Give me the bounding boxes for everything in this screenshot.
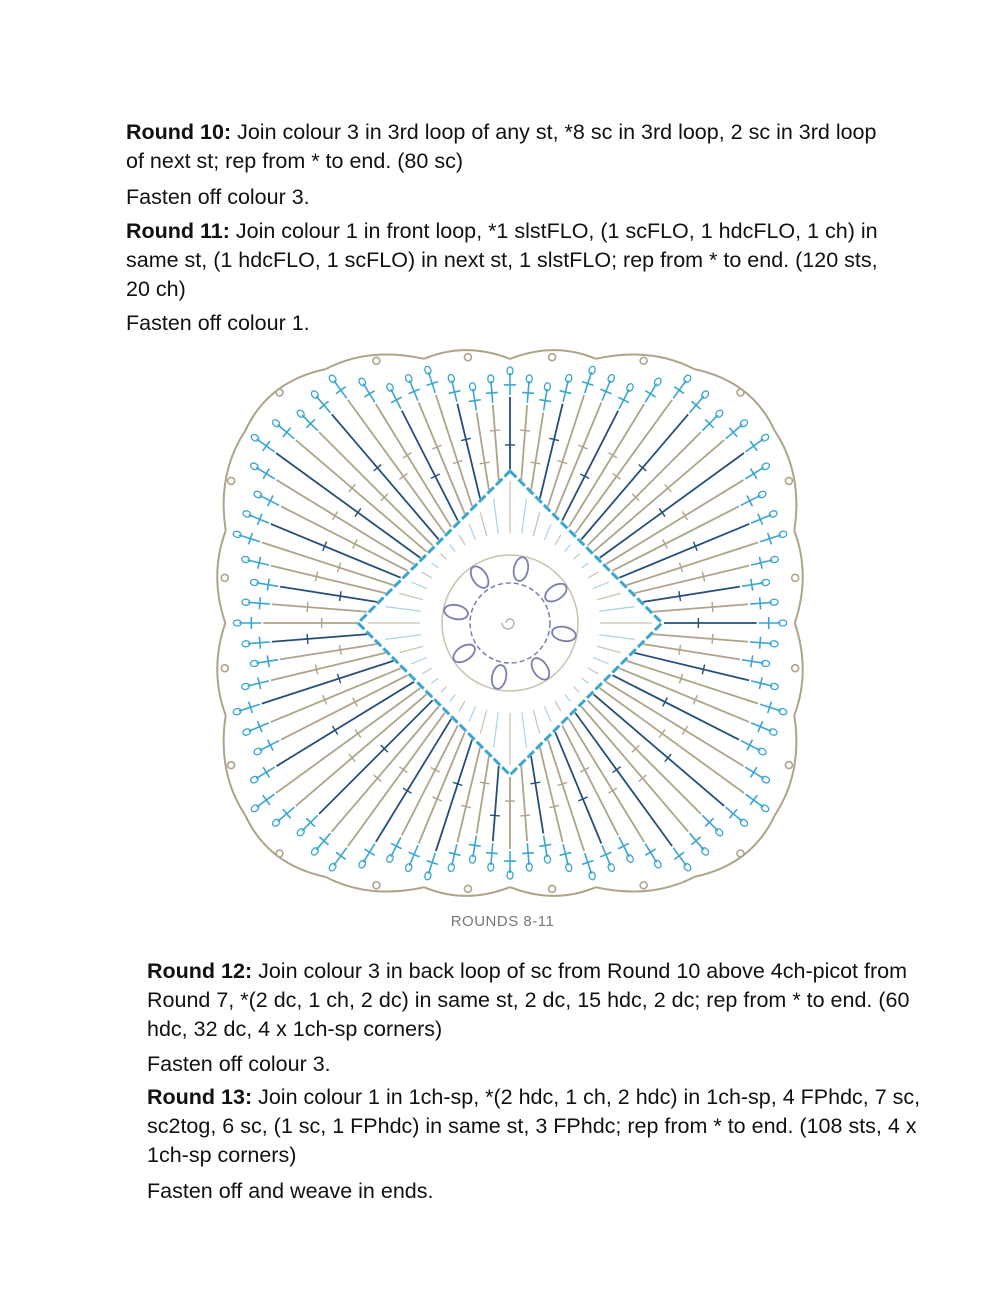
scallop-arc — [326, 877, 425, 892]
center-ring-inner — [470, 583, 550, 663]
fasten-off-colour-3-line: Fasten off colour 3. — [126, 185, 310, 209]
blue-stitch-cross — [674, 387, 684, 394]
stitch-tick — [399, 473, 407, 479]
stitch-tick — [608, 453, 617, 458]
blue-stitch-cross — [267, 655, 269, 667]
blue-stitch — [473, 835, 476, 857]
stitch-tick — [613, 767, 621, 773]
stitch-ray — [271, 653, 386, 681]
stitch-tick — [490, 815, 500, 816]
round-11-text: Join colour 1 in front loop, *1 slstFLO, (1 scFLO, 1 hdcFLO, 1 ch) in same st, (1 hdcFLO, 1 scFLO) in next st, 1 slstFLO; rep from * to end. (120 sts, 20 ch) — [126, 219, 878, 301]
inner-light-ray — [593, 582, 609, 588]
blue-stitch-cross — [486, 853, 498, 854]
blue-loop — [424, 871, 432, 880]
blue-stitch — [302, 415, 318, 431]
blue-loop — [588, 871, 596, 880]
blue-stitch — [746, 439, 764, 452]
blue-loop — [757, 490, 767, 499]
stitch-tick — [307, 602, 308, 612]
stitch-ray — [521, 405, 527, 480]
center-petal — [551, 625, 577, 643]
stitch-ray — [332, 414, 439, 539]
scallop-arc — [596, 354, 695, 369]
stitch-ray — [376, 719, 451, 842]
blue-stitch-cross — [750, 441, 757, 451]
blue-loop — [404, 863, 413, 873]
fasten-off-colour-3-second-line: Fasten off colour 3. — [147, 1052, 331, 1076]
inner-light-ray — [480, 512, 486, 536]
blue-stitch-cross — [747, 740, 752, 751]
stitch-ray — [319, 432, 432, 545]
round-12-text: Join colour 3 in back loop of sc from Round 10 above 4ch-picot from Round 7, *(2 dc, 1 ch, 2 dc) in same st, 2 dc, 15 hdc, 2 dc; rep from * to end. (60 hdc, 32 dc, 4 x 1ch-sp corners) — [147, 959, 910, 1041]
blue-stitch-cross — [364, 391, 374, 397]
stitch-tick — [399, 767, 407, 773]
blue-stitch — [702, 815, 718, 831]
inner-light-ray — [555, 701, 561, 711]
inner-rounds-center — [442, 555, 578, 691]
blue-loop — [778, 708, 787, 716]
blue-stitch-cross — [760, 597, 761, 609]
stitch-tick — [403, 453, 412, 458]
stitch-ray — [643, 587, 740, 602]
picot-loop — [373, 357, 380, 364]
stitch-tick — [682, 726, 687, 735]
inner-light-ray — [469, 706, 475, 722]
inner-light-ray — [411, 582, 427, 588]
blue-stitch — [316, 396, 330, 413]
blue-stitch — [527, 381, 529, 403]
center-ring-outer — [442, 555, 578, 691]
blue-stitch — [690, 396, 704, 413]
stitch-ray — [319, 700, 432, 813]
blue-loop — [607, 863, 616, 873]
scallop-arc — [326, 354, 425, 369]
picot-loop — [549, 885, 556, 892]
inner-light-ray — [385, 607, 420, 612]
stitch-tick — [530, 782, 540, 784]
blue-loop — [253, 490, 263, 499]
blue-stitch — [702, 415, 718, 431]
blue-stitch — [278, 425, 295, 439]
stitch-tick — [403, 788, 412, 793]
blue-stitch-cross — [486, 392, 498, 393]
blue-stitch-cross — [259, 637, 260, 649]
blue-stitch-cross — [751, 767, 757, 777]
blue-stitch — [248, 642, 270, 644]
inner-light-ray — [581, 563, 588, 568]
picot-loop — [640, 882, 647, 889]
blue-stitch — [491, 381, 493, 403]
stitch-ray — [569, 404, 644, 527]
blue-stitch-cross — [751, 579, 753, 591]
stitch-ray — [493, 405, 499, 480]
inner-light-ray — [422, 668, 432, 674]
blue-stitch-cross — [259, 597, 260, 609]
stitch-ray — [272, 604, 367, 611]
blue-stitch-cross — [263, 795, 270, 805]
inner-light-ray — [399, 646, 423, 652]
stitch-tick — [355, 508, 361, 516]
stitch-ray — [653, 634, 748, 641]
blue-stitch-cross — [645, 391, 655, 397]
blue-loop — [761, 775, 771, 784]
blue-stitch-cross — [618, 843, 629, 848]
inner-light-ray — [565, 694, 570, 701]
stitch-ray — [594, 694, 725, 806]
blue-stitch — [248, 602, 270, 604]
stitch-tick — [682, 512, 687, 521]
blue-loop — [253, 747, 263, 756]
stitch-ray — [635, 653, 750, 681]
inner-light-ray — [588, 572, 598, 578]
blue-stitch — [491, 843, 493, 865]
stitch-tick — [340, 591, 342, 601]
blue-loop — [626, 383, 635, 393]
stitch-ray — [594, 440, 725, 552]
inner-light-ray — [450, 544, 455, 551]
diagram-caption: ROUNDS 8-11 — [450, 913, 555, 930]
inner-light-ray — [593, 657, 609, 663]
blue-stitch-cross — [469, 400, 481, 402]
blue-stitch-cross — [469, 844, 481, 846]
round-11-paragraph — [126, 217, 886, 304]
blue-loop — [249, 462, 259, 471]
stitch-ray — [281, 506, 408, 570]
picot-loop — [792, 574, 799, 581]
picot-loop — [737, 850, 744, 857]
stitch-tick — [679, 591, 681, 601]
inner-light-ray — [522, 712, 527, 747]
stitch-ray — [296, 694, 427, 806]
stitch-tick — [679, 645, 681, 655]
inner-light-ray — [441, 687, 447, 693]
blue-stitch-cross — [760, 637, 761, 649]
inner-light-ray — [522, 498, 527, 533]
blue-stitch-cross — [391, 397, 402, 402]
blue-loop — [588, 365, 596, 374]
blue-stitch — [645, 384, 656, 403]
round-10-text: Join colour 3 in 3rd loop of any st, *8 sc in 3rd loop, 2 sc in 3rd loop of next st; rep from * to end. (80 sc) — [126, 120, 877, 173]
picot-loop — [785, 762, 792, 769]
crochet-diagram — [215, 340, 805, 910]
inner-light-ray — [399, 593, 423, 599]
stitch-ray — [531, 412, 543, 489]
blue-stitch — [473, 389, 476, 411]
stitch-ray — [581, 707, 688, 832]
stitch-ray — [271, 566, 386, 594]
blue-stitch — [673, 380, 686, 398]
round-10-paragraph — [126, 118, 886, 176]
stitch-ray — [280, 644, 377, 659]
blue-stitch-cross — [263, 469, 269, 479]
blue-loop — [404, 374, 413, 384]
picot-loop — [549, 354, 556, 361]
blue-stitch-cross — [751, 469, 757, 479]
picot-loop — [228, 762, 235, 769]
blue-loop — [757, 747, 767, 756]
inner-light-ray — [422, 572, 432, 578]
inner-light-ray — [494, 712, 499, 747]
picot-loop — [464, 885, 471, 892]
blue-stitch-cross — [364, 849, 374, 855]
stitch-tick — [332, 726, 337, 735]
blue-stitch — [544, 835, 547, 857]
stitch-ray — [606, 480, 744, 564]
round-11-label: Round 11: — [126, 219, 230, 243]
inner-light-ray — [581, 678, 588, 683]
stitch-ray — [376, 404, 451, 527]
blue-stitch-cross — [751, 655, 753, 667]
inner-light-ray — [441, 554, 447, 560]
blue-stitch-cross — [539, 400, 551, 402]
inner-light-ray — [459, 701, 465, 711]
picot-loop — [464, 354, 471, 361]
stitch-tick — [712, 602, 713, 612]
stitch-ray — [612, 506, 739, 570]
stitch-ray — [635, 566, 750, 594]
blue-stitch-cross — [618, 397, 629, 402]
center-petal — [443, 603, 469, 621]
picot-loop — [221, 574, 228, 581]
blue-stitch-cross — [674, 852, 684, 859]
blue-stitch-cross — [522, 392, 534, 393]
blue-stitch — [257, 794, 275, 807]
blue-loop — [232, 708, 241, 716]
inner-light-ray — [588, 668, 598, 674]
blue-loop — [768, 728, 778, 737]
fasten-off-colour-1-line: Fasten off colour 1. — [126, 311, 310, 335]
picot-loop — [373, 882, 380, 889]
stitch-ray — [612, 675, 739, 739]
round-13-text: Join colour 1 in 1ch-sp, *(2 hdc, 1 ch, 2 hdc) in 1ch-sp, 4 FPhdc, 7 sc, sc2tog, 6 sc, (1 sc, 1 FPhdc) in same st, 3 FPhdc; rep from * to end. (108 sts, 4 x 1ch-sp corners) — [147, 1085, 921, 1167]
blue-stitch-cross — [747, 496, 752, 507]
blue-stitch — [316, 833, 330, 850]
picot-loop — [785, 477, 792, 484]
blue-loop — [653, 377, 662, 387]
blue-stitch — [302, 815, 318, 831]
blue-stitch — [363, 844, 374, 863]
stitch-ray — [277, 480, 415, 564]
inner-light-ray — [599, 635, 634, 640]
stitch-ray — [643, 644, 740, 659]
inner-light-ray — [544, 524, 550, 540]
stitch-rays — [232, 365, 787, 880]
inner-light-ray — [533, 512, 539, 536]
blue-loop — [607, 374, 616, 384]
blue-stitch — [544, 389, 547, 411]
inner-light-ray — [544, 706, 550, 722]
picot-loop — [276, 850, 283, 857]
blue-loop — [386, 383, 395, 393]
inner-light-ray — [469, 524, 475, 540]
blue-stitch — [750, 642, 772, 644]
fasten-off-final-line: Fasten off and weave in ends. — [147, 1179, 434, 1203]
picot-loop — [737, 389, 744, 396]
blue-stitch-cross — [336, 387, 346, 394]
round-12-paragraph — [147, 957, 927, 1044]
round-12-label: Round 12: — [147, 959, 253, 983]
stitch-tick — [490, 430, 500, 431]
blue-stitch — [726, 807, 743, 821]
stitch-tick — [659, 729, 665, 737]
picot-loop — [640, 357, 647, 364]
blue-stitch-cross — [263, 441, 270, 451]
blue-stitch — [334, 848, 347, 866]
blue-loop — [424, 365, 432, 374]
blue-stitch-cross — [268, 740, 273, 751]
inner-light-ray — [459, 535, 465, 545]
stitch-ray — [531, 756, 543, 833]
blue-stitch-cross — [263, 767, 269, 777]
round-13-paragraph — [147, 1083, 927, 1170]
inner-light-ray — [431, 563, 438, 568]
blue-loop — [242, 510, 252, 519]
blue-loop — [358, 859, 367, 869]
blue-stitch-cross — [539, 844, 551, 846]
stitch-tick — [520, 430, 530, 431]
stitch-ray — [277, 682, 415, 766]
inner-light-ray — [385, 635, 420, 640]
stitch-ray — [587, 700, 700, 813]
stitch-tick — [659, 508, 665, 516]
blue-stitch — [257, 439, 275, 452]
stitch-ray — [521, 766, 527, 841]
inner-light-ray — [574, 554, 580, 560]
stitch-tick — [608, 788, 617, 793]
stitch-tick — [480, 782, 490, 784]
center-petal — [490, 664, 508, 690]
blue-stitch — [256, 660, 278, 663]
stitch-ray — [477, 412, 489, 489]
inner-light-ray — [574, 687, 580, 693]
stitch-ray — [332, 707, 439, 832]
picot-loop — [221, 665, 228, 672]
blue-loop — [626, 854, 635, 864]
inner-light-ray — [533, 710, 539, 734]
stitch-ray — [653, 604, 748, 611]
stitch-tick — [712, 634, 713, 644]
round-13-label: Round 13: — [147, 1085, 253, 1109]
blue-stitch — [278, 807, 295, 821]
inner-light-ray — [480, 710, 486, 734]
blue-stitch — [256, 467, 275, 478]
stitch-ray — [569, 719, 644, 842]
stitch-ray — [477, 756, 489, 833]
blue-stitch-cross — [645, 849, 655, 855]
blue-stitch-cross — [267, 579, 269, 591]
stitch-ray — [272, 634, 367, 641]
blue-stitch-cross — [268, 496, 273, 507]
inner-light-ray — [431, 678, 438, 683]
stitch-tick — [520, 815, 530, 816]
stitch-ray — [296, 440, 427, 552]
inner-light-ray — [494, 498, 499, 533]
blue-loop — [653, 859, 662, 869]
blue-loop — [761, 462, 771, 471]
blue-stitch — [334, 380, 347, 398]
blue-loop — [386, 854, 395, 864]
blue-stitch — [690, 833, 704, 850]
stitch-tick — [307, 634, 308, 644]
blue-stitch — [363, 384, 374, 403]
picot-loop — [228, 477, 235, 484]
blue-stitch — [673, 848, 686, 866]
inner-light-ray — [555, 535, 561, 545]
blue-stitch — [742, 583, 764, 586]
blue-stitch-cross — [750, 795, 757, 805]
center-petal — [512, 556, 530, 582]
blue-stitch — [746, 794, 764, 807]
stitch-ray — [606, 682, 744, 766]
blue-stitch — [256, 583, 278, 586]
blue-stitch-cross — [336, 852, 346, 859]
stitch-tick — [332, 512, 337, 521]
blue-stitch — [527, 843, 529, 865]
inner-light-ray — [597, 593, 621, 599]
blue-stitch-cross — [522, 853, 534, 854]
blue-stitch — [256, 767, 275, 778]
stitch-tick — [613, 473, 621, 479]
picot-loop — [276, 389, 283, 396]
blue-loop — [358, 377, 367, 387]
stitch-ray — [280, 587, 377, 602]
inner-light-ray — [599, 607, 634, 612]
blue-stitch — [750, 602, 772, 604]
blue-loop — [768, 510, 778, 519]
stitch-tick — [355, 729, 361, 737]
stitch-ray — [581, 414, 688, 539]
blue-stitch-cross — [391, 843, 402, 848]
blue-loop — [778, 530, 787, 538]
blue-loop — [249, 775, 259, 784]
scallop-arc — [596, 877, 695, 892]
blue-stitch — [745, 467, 764, 478]
inner-light-ray — [450, 694, 455, 701]
inner-light-ray — [411, 657, 427, 663]
magic-ring — [502, 619, 514, 629]
blue-stitch — [745, 767, 764, 778]
inner-light-ray — [597, 646, 621, 652]
blue-loop — [242, 728, 252, 737]
inner-light-ray — [565, 544, 570, 551]
blue-stitch — [742, 660, 764, 663]
stitch-ray — [587, 432, 700, 545]
stitch-tick — [480, 462, 490, 464]
blue-stitch — [645, 844, 656, 863]
stitch-tick — [530, 462, 540, 464]
stitch-ray — [281, 675, 408, 739]
stitch-tick — [340, 645, 342, 655]
blue-loop — [232, 530, 241, 538]
stitch-ray — [493, 766, 499, 841]
blue-stitch — [726, 425, 743, 439]
round-10-label: Round 10: — [126, 120, 232, 144]
picot-loop — [792, 665, 799, 672]
